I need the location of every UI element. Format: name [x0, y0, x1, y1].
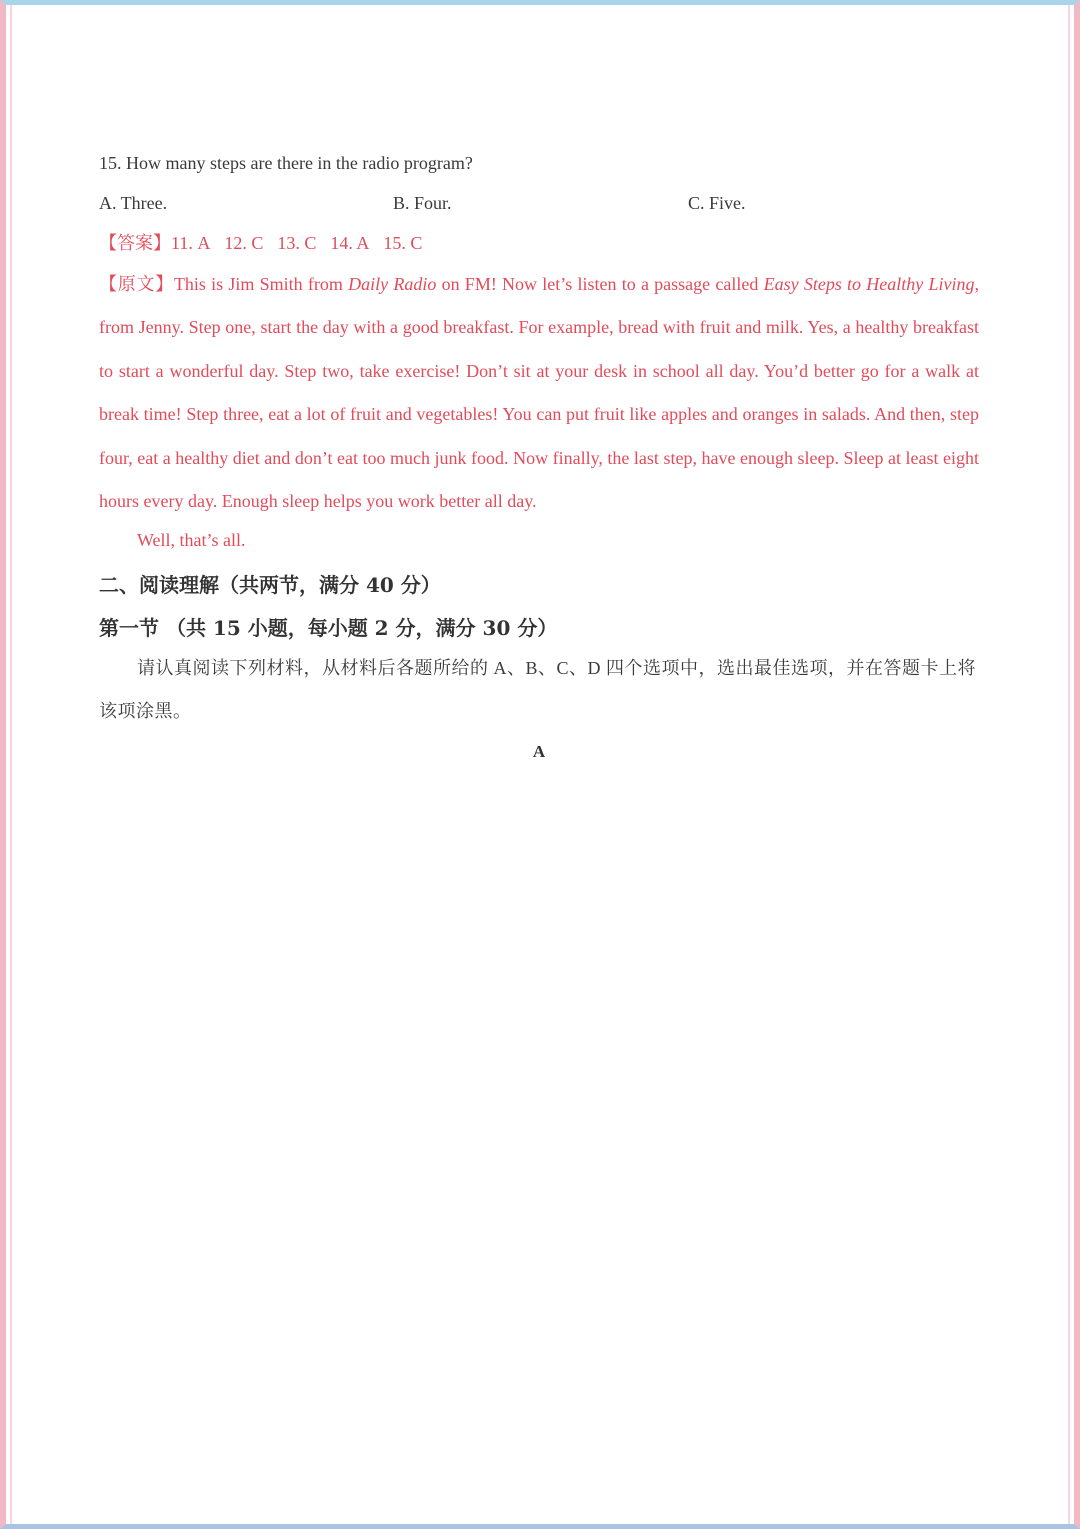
answer-item: 15. C: [383, 233, 423, 253]
option-a: A. Three.: [99, 193, 168, 213]
answer-label: 【答案】: [99, 233, 171, 253]
instructions: 请认真阅读下列材料，从材料后各题所给的 A、B、C、D 四个选项中，选出最佳选项，并在答题卡上将该项涂黑。: [99, 658, 977, 721]
passage-title: Easy Steps to Healthy Living: [763, 274, 975, 294]
answer-item: 13. C: [277, 233, 317, 253]
answer-item: 12. C: [224, 233, 264, 253]
section-heading: 二、阅读理解（共两节，满分 40 分）: [99, 573, 441, 597]
option-c: C. Five.: [688, 193, 746, 213]
transcript-text: , from Jenny. Step one, start the day with a good breakfast. For example, bread with fruit and milk. Yes, a healthy breakfast to start a wonderful day. Step two, take exercise! Don’t sit at your desk in school all day. You’d better go for a walk at break time! Step three, eat a lot of fruit and vegetables! You can put fruit like apples and oranges in salads. And then, step four, eat a healthy diet and don’t eat too much junk food. Now finally, the last step, have enough sleep. Sleep at least eight hours every day. Enough sleep helps you work better all day.: [99, 274, 980, 512]
answer-line: [99, 232, 436, 254]
page-border-left: [10, 5, 12, 1524]
passage-letter: A: [532, 742, 546, 761]
answer-item: 14. A: [330, 233, 370, 253]
transcript-closing: Well, that’s all.: [137, 530, 246, 550]
radio-name: Daily Radio: [348, 274, 437, 294]
transcript-text: on FM! Now let’s listen to a passage called: [436, 274, 764, 294]
page-border-right: [1068, 5, 1070, 1524]
question-15: 15. How many steps are there in the radio program?: [99, 153, 473, 173]
subsection-heading: 第一节 （共 15 小题，每小题 2 分，满分 30 分）: [99, 616, 558, 640]
answer-item: 11. A: [171, 233, 211, 253]
transcript-label: 【原文】: [99, 274, 174, 294]
transcript-paragraph: [99, 263, 979, 523]
option-b: B. Four.: [393, 193, 452, 213]
transcript-text: This is Jim Smith from: [173, 274, 349, 294]
